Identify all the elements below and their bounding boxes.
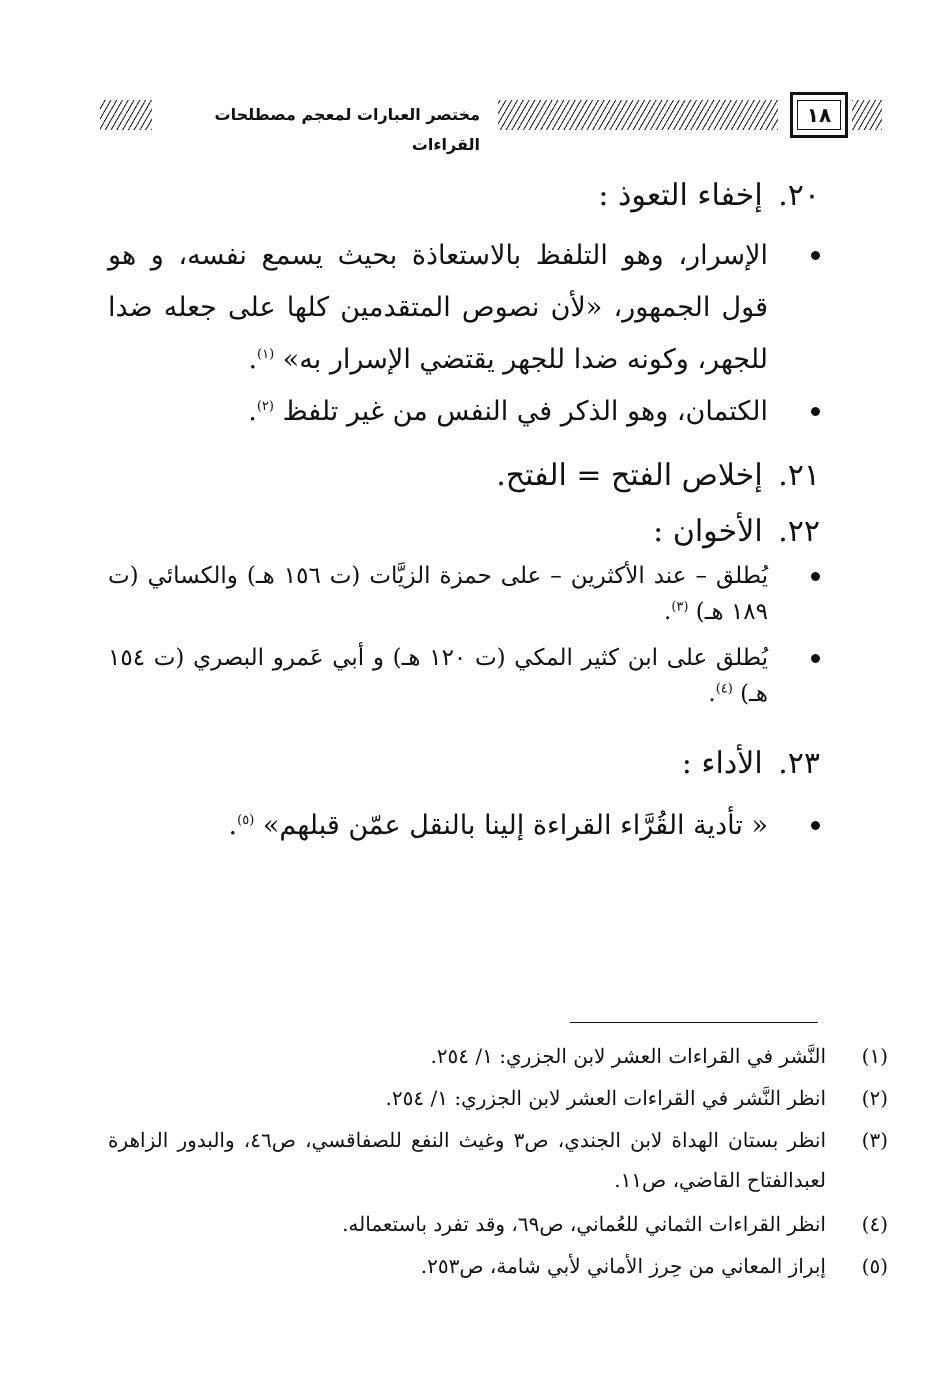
footnote-text: انظر بستان الهداة لابن الجندي، ص٣ وغيث النفع للصفاقسي، ص٤٦، والبدور الزاهرة لعبدالفتاح القاضي، ص١١. xyxy=(108,1128,826,1192)
footnote-text: إبراز المعاني من حِرز الأماني لأبي شامة، ص٢٥٣. xyxy=(420,1254,826,1278)
running-header xyxy=(100,92,882,154)
bullet-item xyxy=(108,386,820,438)
footnote-text: النَّشر في القراءات العشر لابن الجزري: ١/ ٢٥٤. xyxy=(430,1044,826,1068)
bullet-text: الكتمان، وهو الذكر في النفس من غير تلفظ $^{(٢)}$. xyxy=(248,396,768,427)
footnote-text: انظر النَّشر في القراءات العشر لابن الجزري: ١/ ٢٥٤. xyxy=(385,1086,826,1110)
running-title: مختصر العبارات لمعجم مصطلحات القراءات xyxy=(214,105,480,154)
header-ornament-right xyxy=(852,100,882,130)
footnote-number: (٥) xyxy=(861,1254,888,1278)
entry-heading-23 xyxy=(682,744,820,784)
entry-heading-21 xyxy=(496,456,820,496)
footnote-number: (٤) xyxy=(861,1212,888,1236)
footnote-number: (١) xyxy=(861,1044,888,1068)
bullet-item xyxy=(108,800,820,852)
entry-title: الأخوان : xyxy=(653,514,763,549)
entry-heading-22 xyxy=(653,512,820,552)
footnote-ref[interactable]: (٤) xyxy=(715,681,733,697)
entry-number: ٢١. xyxy=(778,458,820,493)
bullet-icon xyxy=(811,572,820,581)
entry-number: ٢٣. xyxy=(778,746,820,781)
bullet-text: الإسرار، وهو التلفظ بالاستعاذة بحيث يسمع نفسه، و هو قول الجمهور، «لأن نصوص المتقدمين كلها على جعله ضدا للجهر، وكونه ضدا للجهر يقتضي الإسرار به» $^{(١)}$. xyxy=(108,240,768,375)
bullet-icon xyxy=(811,251,820,260)
footnote-ref[interactable]: (٣) xyxy=(671,599,689,615)
footnote xyxy=(108,1078,888,1118)
footnote xyxy=(108,1036,888,1076)
footnote-text: انظر القراءات الثماني للعُماني، ص٦٩، وقد تفرد باستعماله. xyxy=(342,1212,826,1236)
footnote-number: (٣) xyxy=(861,1128,888,1152)
page-number-box xyxy=(790,92,848,138)
footnote-ref[interactable]: (١) xyxy=(257,347,275,362)
bullet-item xyxy=(108,558,820,630)
bullet-text: يُطلق على ابن كثير المكي (ت ١٢٠ هـ) و أبي عَمرو البصري (ت ١٥٤ هـ) $^{(٤)}$. xyxy=(108,645,768,707)
footnote-number: (٢) xyxy=(861,1086,888,1110)
bullet-text: يُطلق – عند الأكثرين – على حمزة الزيَّات (ت ١٥٦ هـ) والكسائي (ت ١٨٩ هـ) $^{(٣)}$. xyxy=(108,563,769,625)
entry-heading-20 xyxy=(598,176,820,216)
header-ornament-left xyxy=(100,100,152,130)
entry-title: الأداء : xyxy=(681,746,763,781)
footnote-ref[interactable]: (٢) xyxy=(256,399,274,414)
bullet-icon xyxy=(811,654,820,663)
bullet-item xyxy=(108,230,820,386)
footnote-divider xyxy=(570,1022,818,1023)
bullet-icon xyxy=(811,407,820,416)
page-number: ١٨ xyxy=(797,100,841,130)
footnote xyxy=(108,1204,888,1244)
footnote xyxy=(108,1120,888,1200)
bullet-text: « تأدية القُرَّاء القراءة إلينا بالنقل عمّن قبلهم» $^{(٥)}$. xyxy=(228,810,768,841)
bullet-icon xyxy=(811,821,820,830)
entry-number: ٢٢. xyxy=(778,514,820,549)
entry-title: إخلاص الفتح = الفتح. xyxy=(496,458,763,493)
bullet-item xyxy=(108,640,820,712)
footnote xyxy=(108,1246,888,1286)
entry-number: ٢٠. xyxy=(778,178,820,213)
footnote-ref[interactable]: (٥) xyxy=(237,813,255,828)
entry-title: إخفاء التعوذ : xyxy=(598,178,763,213)
header-ornament-middle xyxy=(498,100,778,130)
